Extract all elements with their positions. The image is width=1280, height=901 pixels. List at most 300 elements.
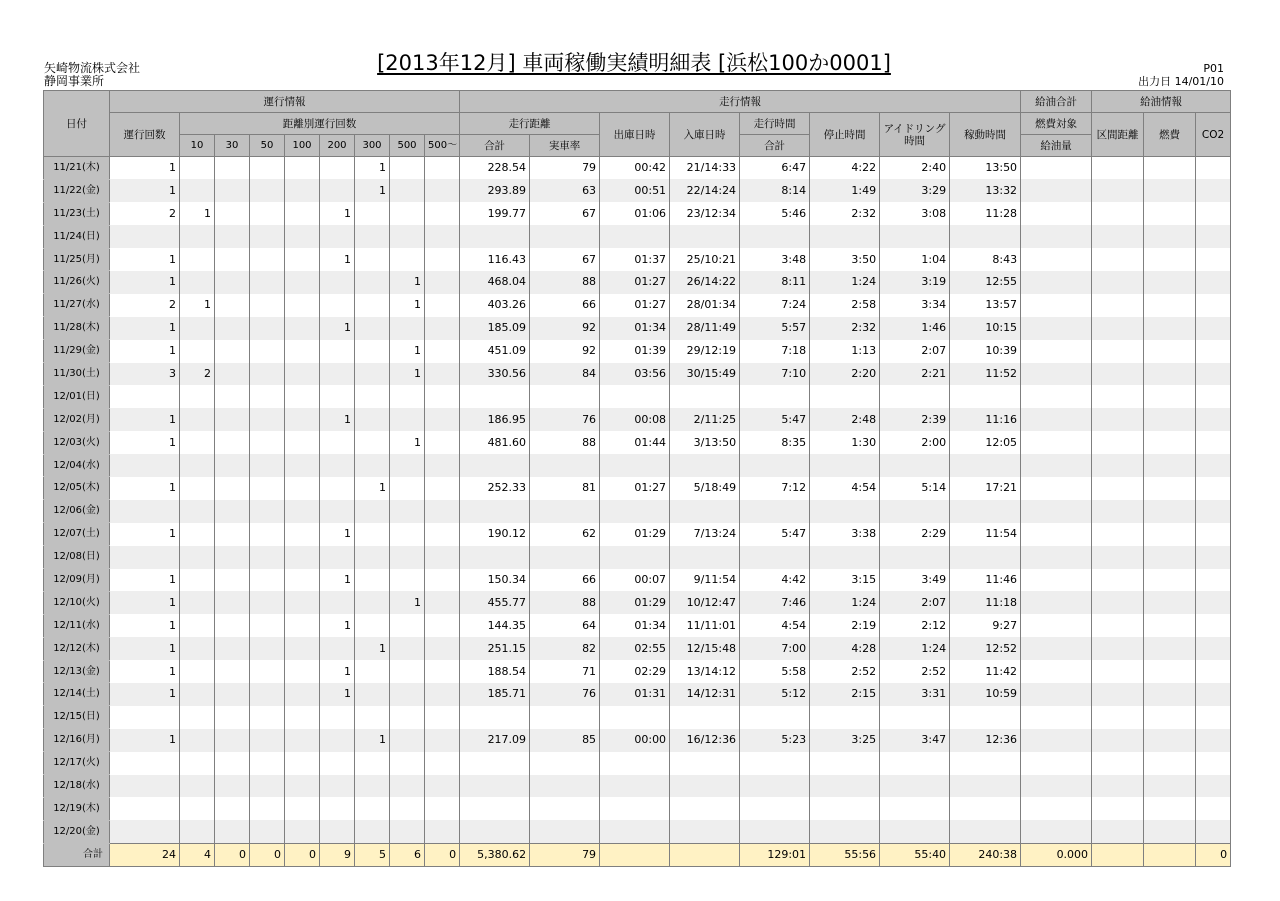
total-rate: 79 <box>530 843 600 866</box>
cell-fuel-empty <box>1021 408 1092 431</box>
cell-fuel-empty <box>1092 271 1144 294</box>
row-date: 12/18(水) <box>44 775 110 798</box>
cell-b-5 <box>355 706 390 729</box>
cell-b-7 <box>425 591 460 614</box>
cell-count <box>110 546 180 569</box>
cell-fuel-empty <box>1092 637 1144 660</box>
cell-fuel-empty <box>1144 752 1196 775</box>
cell-fuel-empty <box>1021 683 1092 706</box>
cell-b-5 <box>355 546 390 569</box>
table-row <box>44 752 1231 775</box>
total-bucket: 6 <box>390 843 425 866</box>
table-row <box>44 363 1231 386</box>
cell-rate: 82 <box>530 637 600 660</box>
cell-work <box>950 454 1021 477</box>
cell-stop: 2:52 <box>810 660 880 683</box>
cell-b-6 <box>390 752 425 775</box>
cell-drive: 4:42 <box>740 569 810 592</box>
total-drive: 129:01 <box>740 843 810 866</box>
cell-fuel-empty <box>1092 775 1144 798</box>
row-date: 12/08(日) <box>44 546 110 569</box>
cell-b-0 <box>180 500 215 523</box>
cell-fuel-empty <box>1021 271 1092 294</box>
cell-b-3 <box>285 385 320 408</box>
cell-fuel-empty <box>1196 477 1231 500</box>
cell-drive: 7:12 <box>740 477 810 500</box>
cell-idle: 3:08 <box>880 202 950 225</box>
cell-dist <box>460 454 530 477</box>
cell-b-7 <box>425 385 460 408</box>
cell-b-1 <box>215 683 250 706</box>
cell-fuel-empty <box>1196 752 1231 775</box>
cell-rate: 62 <box>530 523 600 546</box>
cell-count: 1 <box>110 683 180 706</box>
cell-rate: 88 <box>530 431 600 454</box>
header-idling-line2: 時間 <box>904 134 926 147</box>
cell-in: 25/10:21 <box>670 248 740 271</box>
cell-stop: 4:54 <box>810 477 880 500</box>
cell-b-7 <box>425 797 460 820</box>
total-stop: 55:56 <box>810 843 880 866</box>
cell-b-4: 1 <box>320 408 355 431</box>
cell-work: 13:57 <box>950 294 1021 317</box>
cell-rate: 63 <box>530 179 600 202</box>
cell-b-5 <box>355 271 390 294</box>
cell-stop <box>810 546 880 569</box>
row-date: 11/27(水) <box>44 294 110 317</box>
header-bucket: 500 <box>390 135 425 157</box>
cell-out <box>600 820 670 843</box>
cell-fuel-empty <box>1196 775 1231 798</box>
cell-b-2 <box>250 385 285 408</box>
table-row <box>44 385 1231 408</box>
cell-fuel-empty <box>1092 546 1144 569</box>
cell-fuel-empty <box>1021 729 1092 752</box>
cell-fuel-empty <box>1021 637 1092 660</box>
total-work: 240:38 <box>950 843 1021 866</box>
cell-b-2 <box>250 637 285 660</box>
cell-count: 1 <box>110 614 180 637</box>
cell-out <box>600 797 670 820</box>
total-count: 24 <box>110 843 180 866</box>
cell-b-1 <box>215 706 250 729</box>
cell-fuel-empty <box>1144 775 1196 798</box>
cell-in: 22/14:24 <box>670 179 740 202</box>
cell-fuel-empty <box>1144 317 1196 340</box>
cell-dist: 481.60 <box>460 431 530 454</box>
cell-stop: 3:38 <box>810 523 880 546</box>
cell-fuel-empty <box>1021 363 1092 386</box>
row-date: 11/24(日) <box>44 225 110 248</box>
cell-stop: 2:48 <box>810 408 880 431</box>
cell-stop: 1:13 <box>810 340 880 363</box>
cell-b-7 <box>425 248 460 271</box>
cell-stop: 1:24 <box>810 591 880 614</box>
cell-b-5 <box>355 500 390 523</box>
cell-stop: 2:19 <box>810 614 880 637</box>
cell-b-3 <box>285 225 320 248</box>
cell-b-4 <box>320 431 355 454</box>
cell-count: 3 <box>110 363 180 386</box>
cell-dist: 217.09 <box>460 729 530 752</box>
cell-work: 11:46 <box>950 569 1021 592</box>
cell-b-7 <box>425 363 460 386</box>
cell-b-4: 1 <box>320 202 355 225</box>
cell-stop <box>810 706 880 729</box>
cell-work <box>950 752 1021 775</box>
cell-b-6 <box>390 225 425 248</box>
cell-b-2 <box>250 797 285 820</box>
cell-b-7 <box>425 225 460 248</box>
cell-b-1 <box>215 820 250 843</box>
page-info <box>1138 62 1224 88</box>
cell-b-4 <box>320 363 355 386</box>
cell-b-4: 1 <box>320 569 355 592</box>
cell-b-1 <box>215 591 250 614</box>
cell-b-2 <box>250 179 285 202</box>
cell-fuel-empty <box>1092 569 1144 592</box>
cell-fuel-empty <box>1144 431 1196 454</box>
cell-b-2 <box>250 523 285 546</box>
cell-drive <box>740 225 810 248</box>
cell-out <box>600 385 670 408</box>
cell-b-0: 1 <box>180 294 215 317</box>
cell-b-0 <box>180 546 215 569</box>
cell-b-6 <box>390 385 425 408</box>
cell-fuel-empty <box>1092 797 1144 820</box>
cell-fuel-empty <box>1092 820 1144 843</box>
cell-b-1 <box>215 294 250 317</box>
table-row <box>44 202 1231 225</box>
header-fuel-amount: 給油量 <box>1021 135 1092 157</box>
office-name: 静岡事業所 <box>44 74 105 88</box>
cell-drive <box>740 385 810 408</box>
cell-b-1 <box>215 157 250 180</box>
cell-fuel-empty <box>1021 225 1092 248</box>
header-return: 入庫日時 <box>670 113 740 157</box>
cell-work: 17:21 <box>950 477 1021 500</box>
cell-b-2 <box>250 248 285 271</box>
cell-b-5 <box>355 408 390 431</box>
cell-b-5: 1 <box>355 157 390 180</box>
cell-drive: 5:58 <box>740 660 810 683</box>
cell-fuel-empty <box>1092 179 1144 202</box>
table-row <box>44 775 1231 798</box>
cell-b-1 <box>215 225 250 248</box>
cell-drive <box>740 775 810 798</box>
header-run-info: 運行情報 <box>110 91 460 113</box>
cell-dist <box>460 225 530 248</box>
total-row <box>44 843 1231 866</box>
row-date: 12/16(月) <box>44 729 110 752</box>
cell-idle: 1:46 <box>880 317 950 340</box>
cell-in: 9/11:54 <box>670 569 740 592</box>
cell-rate <box>530 454 600 477</box>
cell-b-6 <box>390 523 425 546</box>
header-co2: CO2 <box>1196 113 1231 157</box>
cell-dist: 144.35 <box>460 614 530 637</box>
cell-fuel-empty <box>1196 797 1231 820</box>
cell-work <box>950 225 1021 248</box>
cell-count: 1 <box>110 477 180 500</box>
cell-fuel-empty <box>1196 591 1231 614</box>
table-row <box>44 454 1231 477</box>
cell-b-1 <box>215 179 250 202</box>
cell-b-5 <box>355 591 390 614</box>
cell-stop <box>810 775 880 798</box>
cell-drive: 6:47 <box>740 157 810 180</box>
total-bucket: 0 <box>215 843 250 866</box>
cell-fuel-empty <box>1092 294 1144 317</box>
cell-b-0: 2 <box>180 363 215 386</box>
cell-b-0 <box>180 820 215 843</box>
header-travel-info: 走行情報 <box>460 91 1021 113</box>
cell-fuel-empty <box>1092 591 1144 614</box>
cell-in: 13/14:12 <box>670 660 740 683</box>
cell-fuel-empty <box>1144 683 1196 706</box>
cell-b-1 <box>215 385 250 408</box>
table-row <box>44 729 1231 752</box>
cell-drive: 5:23 <box>740 729 810 752</box>
cell-b-4 <box>320 752 355 775</box>
cell-b-0 <box>180 591 215 614</box>
cell-fuel-empty <box>1196 546 1231 569</box>
cell-b-6 <box>390 775 425 798</box>
cell-in: 14/12:31 <box>670 683 740 706</box>
cell-b-2 <box>250 363 285 386</box>
cell-dist: 330.56 <box>460 363 530 386</box>
row-date: 12/11(水) <box>44 614 110 637</box>
header-drive-time: 走行時間 <box>740 113 810 135</box>
cell-idle: 3:47 <box>880 729 950 752</box>
cell-dist: 186.95 <box>460 408 530 431</box>
header-bucket: 30 <box>215 135 250 157</box>
cell-stop <box>810 454 880 477</box>
cell-idle <box>880 500 950 523</box>
table-row <box>44 706 1231 729</box>
cell-out: 00:07 <box>600 569 670 592</box>
cell-b-6 <box>390 179 425 202</box>
cell-fuel-empty <box>1196 179 1231 202</box>
cell-idle: 2:00 <box>880 431 950 454</box>
cell-fuel-empty <box>1021 431 1092 454</box>
cell-b-2 <box>250 660 285 683</box>
cell-out: 01:27 <box>600 477 670 500</box>
cell-b-0 <box>180 523 215 546</box>
cell-b-7 <box>425 683 460 706</box>
cell-b-4 <box>320 340 355 363</box>
cell-drive: 5:12 <box>740 683 810 706</box>
cell-out: 00:51 <box>600 179 670 202</box>
cell-work: 11:54 <box>950 523 1021 546</box>
cell-out: 01:29 <box>600 591 670 614</box>
cell-fuel-empty <box>1021 477 1092 500</box>
cell-fuel-empty <box>1144 454 1196 477</box>
cell-fuel-empty <box>1021 706 1092 729</box>
cell-dist <box>460 500 530 523</box>
cell-rate: 85 <box>530 729 600 752</box>
cell-stop: 2:15 <box>810 683 880 706</box>
cell-fuel-empty <box>1092 706 1144 729</box>
cell-b-2 <box>250 477 285 500</box>
cell-rate: 67 <box>530 248 600 271</box>
cell-b-7 <box>425 294 460 317</box>
cell-b-7 <box>425 317 460 340</box>
cell-count <box>110 775 180 798</box>
cell-b-5 <box>355 614 390 637</box>
cell-count: 1 <box>110 157 180 180</box>
cell-b-4 <box>320 179 355 202</box>
cell-drive: 7:10 <box>740 363 810 386</box>
cell-stop: 3:15 <box>810 569 880 592</box>
cell-idle: 3:29 <box>880 179 950 202</box>
cell-out: 01:31 <box>600 683 670 706</box>
cell-fuel-empty <box>1196 706 1231 729</box>
cell-b-3 <box>285 820 320 843</box>
cell-b-6 <box>390 546 425 569</box>
cell-fuel-empty <box>1092 225 1144 248</box>
cell-count: 1 <box>110 179 180 202</box>
cell-b-7 <box>425 408 460 431</box>
cell-b-7 <box>425 729 460 752</box>
cell-fuel-empty <box>1144 157 1196 180</box>
cell-b-4: 1 <box>320 317 355 340</box>
cell-b-4: 1 <box>320 683 355 706</box>
cell-in: 11/11:01 <box>670 614 740 637</box>
cell-rate <box>530 775 600 798</box>
cell-b-1 <box>215 729 250 752</box>
cell-fuel-empty <box>1144 591 1196 614</box>
cell-b-3 <box>285 683 320 706</box>
cell-b-7 <box>425 614 460 637</box>
cell-fuel-empty <box>1144 202 1196 225</box>
cell-b-1 <box>215 500 250 523</box>
cell-in: 29/12:19 <box>670 340 740 363</box>
cell-b-0 <box>180 660 215 683</box>
cell-b-0 <box>180 340 215 363</box>
cell-b-7 <box>425 340 460 363</box>
cell-fuel-empty <box>1021 202 1092 225</box>
cell-b-2 <box>250 294 285 317</box>
cell-b-4 <box>320 546 355 569</box>
cell-work: 12:52 <box>950 637 1021 660</box>
header-depart: 出庫日時 <box>600 113 670 157</box>
report-title <box>0 47 1268 77</box>
cell-stop: 3:25 <box>810 729 880 752</box>
cell-fuel-empty <box>1092 431 1144 454</box>
cell-b-3 <box>285 157 320 180</box>
cell-dist: 403.26 <box>460 294 530 317</box>
cell-fuel-empty <box>1092 408 1144 431</box>
table-row <box>44 179 1231 202</box>
cell-dist <box>460 820 530 843</box>
header-bucket: 200 <box>320 135 355 157</box>
cell-fuel-empty <box>1196 340 1231 363</box>
cell-b-5 <box>355 225 390 248</box>
header-section-distance: 区間距離 <box>1092 113 1144 157</box>
cell-count: 1 <box>110 569 180 592</box>
cell-fuel-empty <box>1144 248 1196 271</box>
cell-b-2 <box>250 271 285 294</box>
row-date: 11/30(土) <box>44 363 110 386</box>
cell-rate <box>530 385 600 408</box>
table-row <box>44 248 1231 271</box>
cell-b-3 <box>285 454 320 477</box>
cell-fuel-empty <box>1144 706 1196 729</box>
cell-b-1 <box>215 614 250 637</box>
cell-b-1 <box>215 271 250 294</box>
cell-b-7 <box>425 271 460 294</box>
cell-b-4: 1 <box>320 614 355 637</box>
total-bucket: 0 <box>425 843 460 866</box>
row-date: 12/06(金) <box>44 500 110 523</box>
cell-b-6 <box>390 683 425 706</box>
table-row <box>44 660 1231 683</box>
cell-idle: 2:07 <box>880 340 950 363</box>
cell-b-5 <box>355 523 390 546</box>
cell-b-4 <box>320 454 355 477</box>
cell-b-6 <box>390 729 425 752</box>
cell-rate: 71 <box>530 660 600 683</box>
cell-fuel-empty <box>1144 225 1196 248</box>
cell-fuel-empty <box>1144 271 1196 294</box>
cell-rate: 76 <box>530 408 600 431</box>
cell-b-1 <box>215 523 250 546</box>
cell-count: 1 <box>110 729 180 752</box>
cell-dist: 228.54 <box>460 157 530 180</box>
table-row <box>44 294 1231 317</box>
cell-b-6 <box>390 317 425 340</box>
cell-fuel-empty <box>1144 637 1196 660</box>
cell-b-4: 1 <box>320 660 355 683</box>
cell-dist: 252.33 <box>460 477 530 500</box>
cell-stop <box>810 385 880 408</box>
cell-b-7 <box>425 660 460 683</box>
cell-b-7 <box>425 454 460 477</box>
cell-b-3 <box>285 614 320 637</box>
cell-out: 03:56 <box>600 363 670 386</box>
cell-fuel-empty <box>1144 797 1196 820</box>
cell-idle: 3:49 <box>880 569 950 592</box>
cell-fuel-empty <box>1196 431 1231 454</box>
header-distance-total: 合計 <box>460 135 530 157</box>
header-drive-total: 合計 <box>740 135 810 157</box>
table-row <box>44 591 1231 614</box>
cell-out <box>600 225 670 248</box>
cell-drive <box>740 797 810 820</box>
cell-b-3 <box>285 500 320 523</box>
cell-b-5 <box>355 248 390 271</box>
cell-b-2 <box>250 454 285 477</box>
cell-b-6 <box>390 797 425 820</box>
cell-fuel-empty <box>1021 317 1092 340</box>
cell-b-0 <box>180 317 215 340</box>
cell-rate: 67 <box>530 202 600 225</box>
cell-b-6 <box>390 660 425 683</box>
cell-fuel-empty <box>1196 248 1231 271</box>
cell-out <box>600 775 670 798</box>
cell-count <box>110 797 180 820</box>
table-row <box>44 157 1231 180</box>
cell-b-3 <box>285 797 320 820</box>
cell-b-5: 1 <box>355 477 390 500</box>
cell-in: 10/12:47 <box>670 591 740 614</box>
cell-out: 01:44 <box>600 431 670 454</box>
row-date: 11/22(金) <box>44 179 110 202</box>
cell-drive: 7:00 <box>740 637 810 660</box>
cell-dist <box>460 775 530 798</box>
cell-b-3 <box>285 317 320 340</box>
